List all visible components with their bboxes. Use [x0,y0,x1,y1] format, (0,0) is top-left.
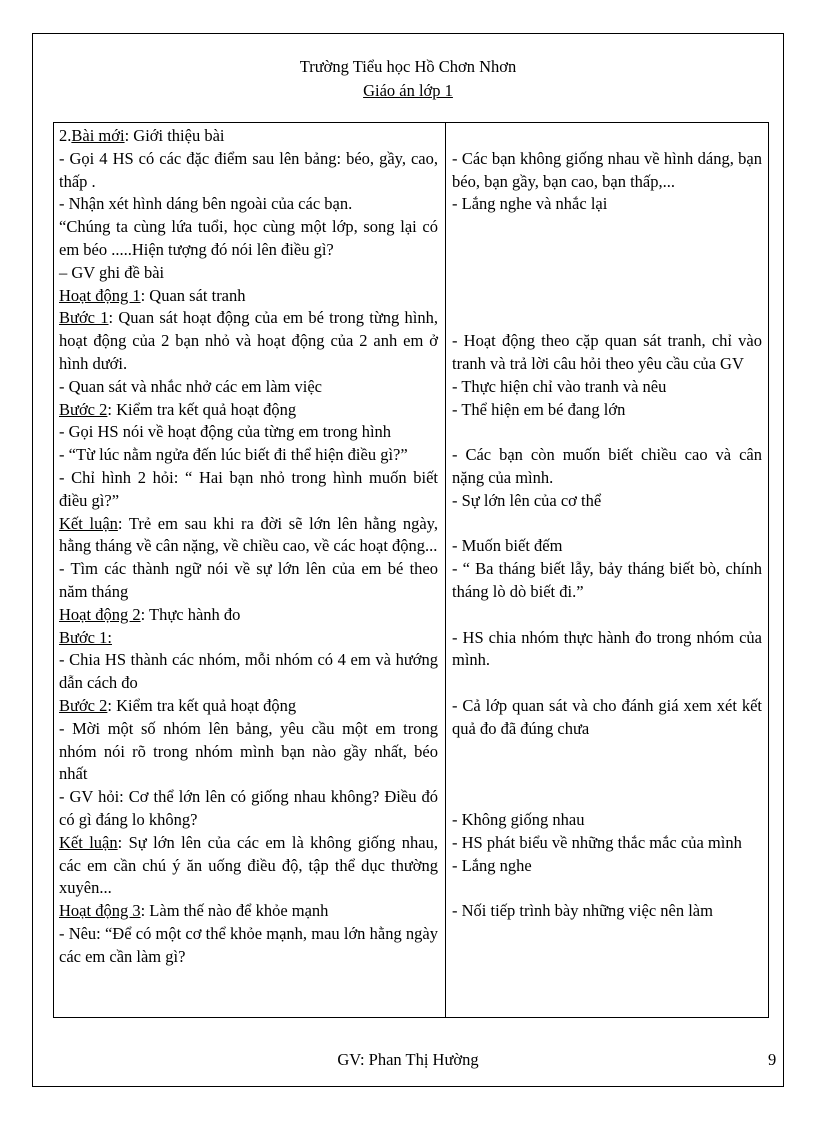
right-line: - Không giống nhau [452,809,585,829]
right-line: - Nối tiếp trình bày những việc nên làm [452,901,713,921]
right-line: - HS chia nhóm thực hành đo trong nhóm của mình. [452,627,762,670]
right-line: - Thể hiện em bé đang lớn [452,399,626,419]
left-line: - Tìm các thành ngữ nói về sự lớn lên của em bé theo năm tháng [59,559,438,601]
left-line: - “Từ lúc nằm ngửa đến lúc biết đi thể hiện điều gì?” [59,445,408,465]
spacer [452,877,762,900]
right-line: - Sự lớn lên của cơ thể [452,490,602,510]
left-line: - Nêu: “Để có một cơ thể khỏe mạnh, mau lớn hằng ngày các em cần làm gì? [59,923,438,966]
spacer [452,216,762,239]
student-activities-column [452,125,762,923]
spacer [452,763,762,786]
school-name: Trường Tiểu học Hồ Chơn Nhơn [299,57,517,76]
column-divider [445,123,446,1017]
left-line: – GV ghi đề bài [59,262,165,282]
left-line: - Quan sát và nhắc nhở các em làm việc [59,376,322,396]
left-line: - Nhận xét hình dáng bên ngoài của các bạn. [59,194,353,214]
spacer [452,125,762,148]
right-line: - Thực hiện chỉ vào tranh và nêu [452,376,667,396]
step-1-line: Bước 1: Quan sát hoạt động của em bé trong từng hình, hoạt động của 2 bạn nhỏ và hoạt động của 2 anh em ở hình dưới. [59,308,438,373]
right-line: - Cả lớp quan sát và cho đánh giá xem xét kết quả đo đã đúng chưa [452,695,762,738]
step-2-line: Bước 2: Kiểm tra kết quả hoạt động [59,399,297,419]
spacer [452,307,762,330]
new-lesson-line: 2.Bài mới: Giới thiệu bài [59,126,225,145]
right-line: - Hoạt động theo cặp quan sát tranh, chỉ vào tranh và trả lời câu hỏi theo yêu cầu của GV [452,331,762,373]
left-line: “Chúng ta cùng lứa tuổi, học cùng một lớp, song lại có em béo .....Hiện tượng đó nói lên điều gì? [59,217,438,259]
right-line: - Muốn biết đếm [452,536,563,556]
spacer [452,604,762,627]
right-line: - Các bạn còn muốn biết chiều cao và cân nặng của mình. [452,445,762,487]
activity-2-heading: Hoạt động 2: Thực hành đo [59,604,241,624]
lesson-table [53,122,769,1018]
conclusion-2: Kết luận: Sự lớn lên của các em là không giống nhau, các em cần chú ý ăn uống điều độ, tập thể dục thường xuyên... [59,832,439,898]
right-line: - Lắng nghe và nhắc lại [452,194,608,214]
step-2b-line: Bước 2: Kiểm tra kết quả hoạt động [59,695,297,715]
teacher-activities-column [59,125,438,968]
spacer [452,285,762,308]
step-1b-line: Bước 1: [59,627,112,647]
lesson-plan-title: Giáo án lớp 1 [363,81,453,100]
spacer [452,421,762,444]
spacer [452,672,762,695]
spacer [452,239,762,262]
page-number: 9 [768,1050,777,1069]
left-line: - GV hỏi: Cơ thể lớn lên có giống nhau không? Điều đó có gì đáng lo không? [59,787,438,829]
left-line: - Chỉ hình 2 hỏi: “ Hai bạn nhỏ trong hình muốn biết điều gì?” [59,467,438,510]
right-line: - “ Ba tháng biết lẫy, bảy tháng biết bò, chính tháng lò dò biết đi.” [452,559,762,601]
left-line: - Gọi 4 HS có các đặc điểm sau lên bảng: béo, gầy, cao, thấp . [59,148,438,191]
conclusion-1: Kết luận: Trẻ em sau khi ra đời sẽ lớn lên hằng ngày, hằng tháng về cân nặng, về chiều cao, về các hoạt động... [59,513,438,556]
right-line: - Lắng nghe [452,855,532,875]
spacer [452,786,762,809]
right-line: - Các bạn không giống nhau về hình dáng, bạn béo, bạn gầy, bạn cao, bạn thấp,... [452,148,762,191]
activity-1-heading: Hoạt động 1: Quan sát tranh [59,285,246,305]
left-line: - Mời một số nhóm lên bảng, yêu cầu một em trong nhóm nói rõ trong nhóm mình bạn nào gầy nhất, béo nhất [59,718,438,784]
page-header [32,55,784,103]
right-line: - HS phát biểu về những thắc mắc của mình [452,832,742,852]
activity-3-heading: Hoạt động 3: Làm thế nào để khỏe mạnh [59,901,329,921]
spacer [452,262,762,285]
spacer [452,741,762,764]
left-line: - Gọi HS nói về hoạt động của từng em trong hình [59,422,392,442]
spacer [452,513,762,536]
left-line: - Chia HS thành các nhóm, mỗi nhóm có 4 em và hướng dẫn cách đo [59,650,438,693]
teacher-name: GV: Phan Thị Hường [337,1050,479,1069]
